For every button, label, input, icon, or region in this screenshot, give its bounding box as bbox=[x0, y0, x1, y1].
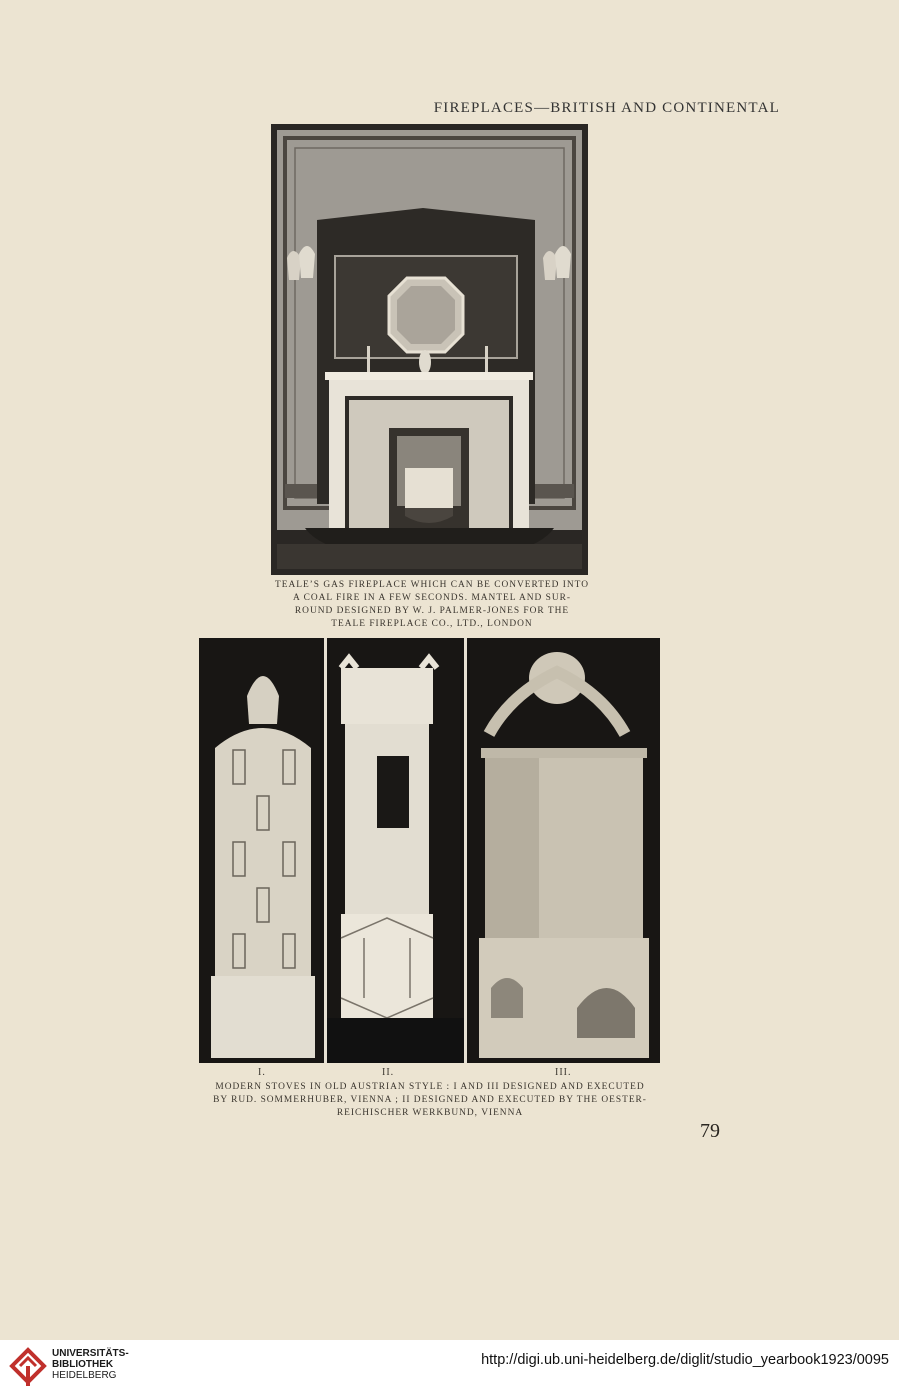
numeral-one: I. bbox=[258, 1067, 266, 1078]
bottom-figure-caption bbox=[190, 1081, 670, 1120]
caption-line: TEALE FIREPLACE CO., LTD., LONDON bbox=[331, 619, 533, 629]
library-logo-icon bbox=[8, 1346, 48, 1390]
fireplace-photo bbox=[271, 124, 588, 575]
top-figure-caption bbox=[262, 579, 602, 631]
caption-line: MODERN STOVES IN OLD AUSTRIAN STYLE : I AND III DESIGNED AND EXECUTED bbox=[215, 1082, 645, 1092]
institution-name bbox=[52, 1348, 129, 1381]
caption-line: BY RUD. SOMMERHUBER, VIENNA ; II DESIGNED AND EXECUTED BY THE OESTER- bbox=[213, 1095, 647, 1105]
fireplace-illustration bbox=[271, 124, 588, 575]
stoves-photo bbox=[199, 638, 660, 1063]
caption-line: TEALE’S GAS FIREPLACE WHICH CAN BE CONVERTED INTO bbox=[275, 580, 589, 590]
page-number: 79 bbox=[700, 1120, 720, 1142]
numeral-two: II. bbox=[382, 1067, 395, 1078]
institution-line: BIBLIOTHEK bbox=[52, 1359, 114, 1370]
running-head: FIREPLACES—BRITISH AND CONTINENTAL bbox=[433, 100, 780, 116]
stoves-illustration bbox=[199, 638, 660, 1063]
institution-line: UNIVERSITÄTS- bbox=[52, 1348, 129, 1359]
institution-line: HEIDELBERG bbox=[52, 1370, 117, 1381]
numeral-three: III. bbox=[555, 1067, 572, 1078]
caption-line: A COAL FIRE IN A FEW SECONDS. MANTEL AND SUR- bbox=[292, 593, 571, 603]
caption-line: REICHISCHER WERKBUND, VIENNA bbox=[336, 1108, 524, 1118]
source-url-link[interactable]: http://digi.ub.uni-heidelberg.de/diglit/studio_yearbook1923/0095 bbox=[481, 1352, 889, 1368]
footer-bar bbox=[0, 1340, 899, 1397]
caption-line: ROUND DESIGNED BY W. J. PALMER-JONES FOR THE bbox=[294, 606, 570, 616]
